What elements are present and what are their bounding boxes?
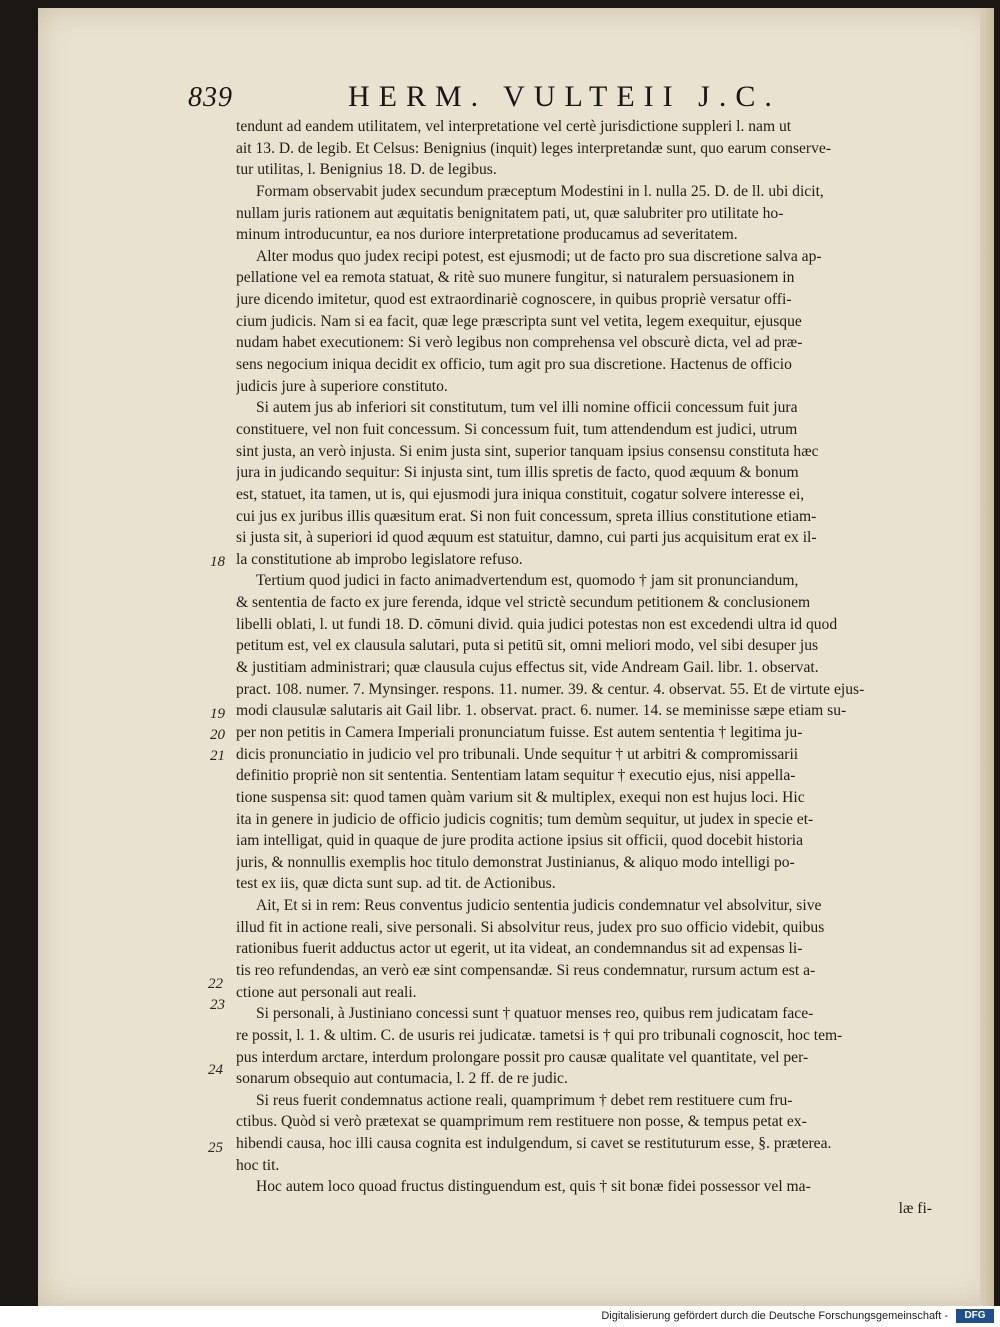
text-line: judicis jure à superiore constituto.: [236, 377, 448, 395]
margin-number: 21: [210, 748, 225, 764]
text-line: Formam observabit judex secundum præceptum Modestini in l. nulla 25. D. de ll. ubi dicit,: [256, 182, 824, 200]
text-line: pract. 108. numer. 7. Mynsinger. respons. 11. numer. 39. & centur. 4. observat. 55. Et de virtute ejus-: [236, 680, 865, 698]
text-line: Si reus fuerit condemnatus actione reali, quamprimum † debet rem restituere cum fru-: [256, 1091, 793, 1109]
running-head: HERM. VULTEII J.C.: [348, 80, 781, 113]
dfg-logo: DFG: [956, 1309, 994, 1323]
text-line: tur utilitas, l. Benignius 18. D. de legibus.: [236, 161, 497, 179]
text-line: Tertium quod judici in facto animadvertendum est, quomodo † jam sit pronunciandum,: [256, 572, 799, 590]
text-line: nudam habet executionem: Si verò legibus non comprehensa vel obscurè dicta, vel ad præ-: [236, 334, 803, 352]
text-line: sens negocium iniqua decidit ex officio, tum agit pro sua discretione. Hactenus de officio: [236, 356, 792, 374]
text-line: hibendi causa, hoc illi causa cognita est indulgendum, si cavet se restituturum esse, §. præterea.: [236, 1135, 832, 1153]
text-line: modi clausulæ salutaris ait Gail libr. 1. observat. pract. 6. numer. 14. se meminisse sæpe etiam su-: [236, 702, 847, 720]
margin-number: 18: [210, 554, 225, 570]
page-edge: [980, 8, 994, 1306]
text-line: petitum est, vel ex clausula salutari, puta si petitū sit, omni meliori modo, vel sibi desuper jus: [236, 637, 819, 655]
text-line: pus interdum arctare, interdum prolongare possit pro causæ qualitate vel quantitate, vel per-: [236, 1048, 809, 1066]
margin-number: 23: [210, 997, 225, 1013]
text-line: rationibus fuerit adductus actor ut egerit, ut ita videat, an condemnandus sit ad expensas li-: [236, 940, 803, 958]
text-line: cui jus ex juribus illis quæsitum erat. Si non fuit concessum, spreta illius constitutione etiam-: [236, 507, 817, 525]
margin-number: 25: [208, 1140, 223, 1156]
text-line: constituere, vel non fuit concessum. Si concessum fuit, tum attendendum est judici, utrum: [236, 420, 798, 438]
footer-credit: Digitalisierung gefördert durch die Deutsche Forschungsgemeinschaft -: [601, 1310, 948, 1322]
text-line: Alter modus quo judex recipi potest, est ejusmodi; ut de facto pro sua discretione salva ap-: [256, 247, 822, 265]
text-line: iam intelligat, quid in quaque de jure prodita actione ipsius sit officii, quod docebit historia: [236, 832, 804, 850]
text-line: definitio propriè non sit sententia. Sententiam latam sequitur † executio ejus, nisi appella-: [236, 767, 796, 785]
text-line: ait 13. D. de legib. Et Celsus: Benignius (inquit) leges interpretandæ sunt, quo earum conserve-: [236, 139, 832, 157]
text-line: re possit, l. 1. & ultim. C. de usuris rei judicatæ. tametsi is † qui pro tribunali cognoscit, hoc tem-: [236, 1026, 843, 1044]
text-line: jure dicendo imitetur, quod est extraordinariè cognoscere, in quibus propriè versatur offi-: [236, 291, 792, 309]
margin-number: 20: [210, 727, 225, 743]
text-line: Si personali, à Justiniano concessi sunt † quatuor menses reo, quibus rem judicatam face-: [256, 1005, 814, 1023]
text-line: tendunt ad eandem utilitatem, vel interpretatione vel certè jurisdictione suppleri l. nam ut: [236, 118, 792, 135]
text-line: hoc tit.: [236, 1156, 280, 1174]
margin-number: 22: [208, 976, 223, 992]
margin-number: 24: [208, 1062, 223, 1078]
text-line: pellatione vel ea remota statuat, & ritè suo munere fungitur, si naturalem persuasionem in: [236, 269, 795, 287]
text-line: si justa sit, à superiori id quod æquum est statuitur, damno, cui parti jus acquisitum erat ex il-: [236, 529, 817, 547]
text-line: libelli oblati, l. ut fundi 18. D. cōmuni divid. quia judici potestas non est excedendi ultra id quod: [236, 615, 838, 633]
text-line: minum introducuntur, ea nos duriore interpretatione producamus ad severitatem.: [236, 226, 738, 244]
text-line: test ex iis, quæ dicta sunt sup. ad tit. de Actionibus.: [236, 875, 556, 893]
text-line: per non petitis in Camera Imperiali pronunciatum fuisse. Est autem sententia † legitima ju-: [236, 723, 803, 741]
text-line: jura in judicando sequitur: Si injusta sint, tum illis spretis de facto, quod æquum & bonum: [236, 464, 799, 482]
text-line: Si autem jus ab inferiori sit constitutum, tum vel illi nomine officii concessum fuit jura: [256, 399, 798, 417]
text-line: ctione aut personali aut reali.: [236, 983, 417, 1001]
text-line: & justitiam administrari; quæ clausula cujus effectus sit, vide Andream Gail. libr. 1. observat.: [236, 659, 819, 677]
text-line: dicis pronunciatio in judicio vel pro tribunali. Unde sequitur † ut arbitri & compromissarii: [236, 745, 799, 763]
page-number: 839: [188, 82, 233, 113]
text-line: Hoc autem loco quoad fructus distinguendum est, quis † sit bonæ fidei possessor vel ma-: [256, 1178, 811, 1196]
text-line: est, statuet, ita tamen, ut is, qui ejusmodi jura iniqua constituit, cogatur solvere interesse ei,: [236, 485, 805, 503]
text-line: læ fi-: [898, 1200, 932, 1218]
text-line: & sententia de facto ex jure ferenda, idque vel strictè secundum petitionem & conclusionem: [236, 594, 811, 612]
text-line: sonarum obsequio aut contumacia, l. 2 ff. de re judic.: [236, 1070, 568, 1088]
text-line: juris, & nonnullis exemplis hoc titulo demonstrat Justinianus, & aliquo modo intelligi po-: [236, 853, 795, 871]
text-line: sint justa, an verò injusta. Si enim justa sint, superior tanquam ipsius consensu constituta hæc: [236, 442, 819, 460]
body-text: [236, 116, 932, 1220]
text-line: cium judicis. Nam si ea facit, quæ lege præscripta sunt vel vetita, legem exequitur, ejusque: [236, 312, 802, 330]
text-line: nullam juris rationem aut æquitatis benignitatem pati, ut, quæ salubriter pro utilitate ho-: [236, 204, 784, 222]
text-line: tione suspensa sit: quod tamen quàm varium sit & multiplex, exequi non est hujus loci. Hic: [236, 788, 805, 806]
text-line: illud fit in actione reali, sive personali. Si absolvitur reus, judex pro suo officio videbit, quibus: [236, 918, 825, 936]
text-line: ctibus. Quòd si verò prætexat se quamprimum rem restituere non posse, & tempus petat ex-: [236, 1113, 807, 1131]
text-line: ita in genere in judicio de officio judicis cognitis; tum demùm sequitur, ut judex in specie et-: [236, 810, 814, 828]
text-line: la constitutione ab improbo legislatore refuso.: [236, 550, 523, 568]
page-header: [188, 80, 808, 120]
text-line: tis reo refundendas, an verò eæ sint compensandæ. Si reus condemnatur, rursum actum est a-: [236, 961, 816, 979]
margin-number: 19: [210, 706, 225, 722]
text-line: Ait, Et si in rem: Reus conventus judicio sententia judicis condemnatur vel absolvitur, sive: [256, 897, 822, 915]
